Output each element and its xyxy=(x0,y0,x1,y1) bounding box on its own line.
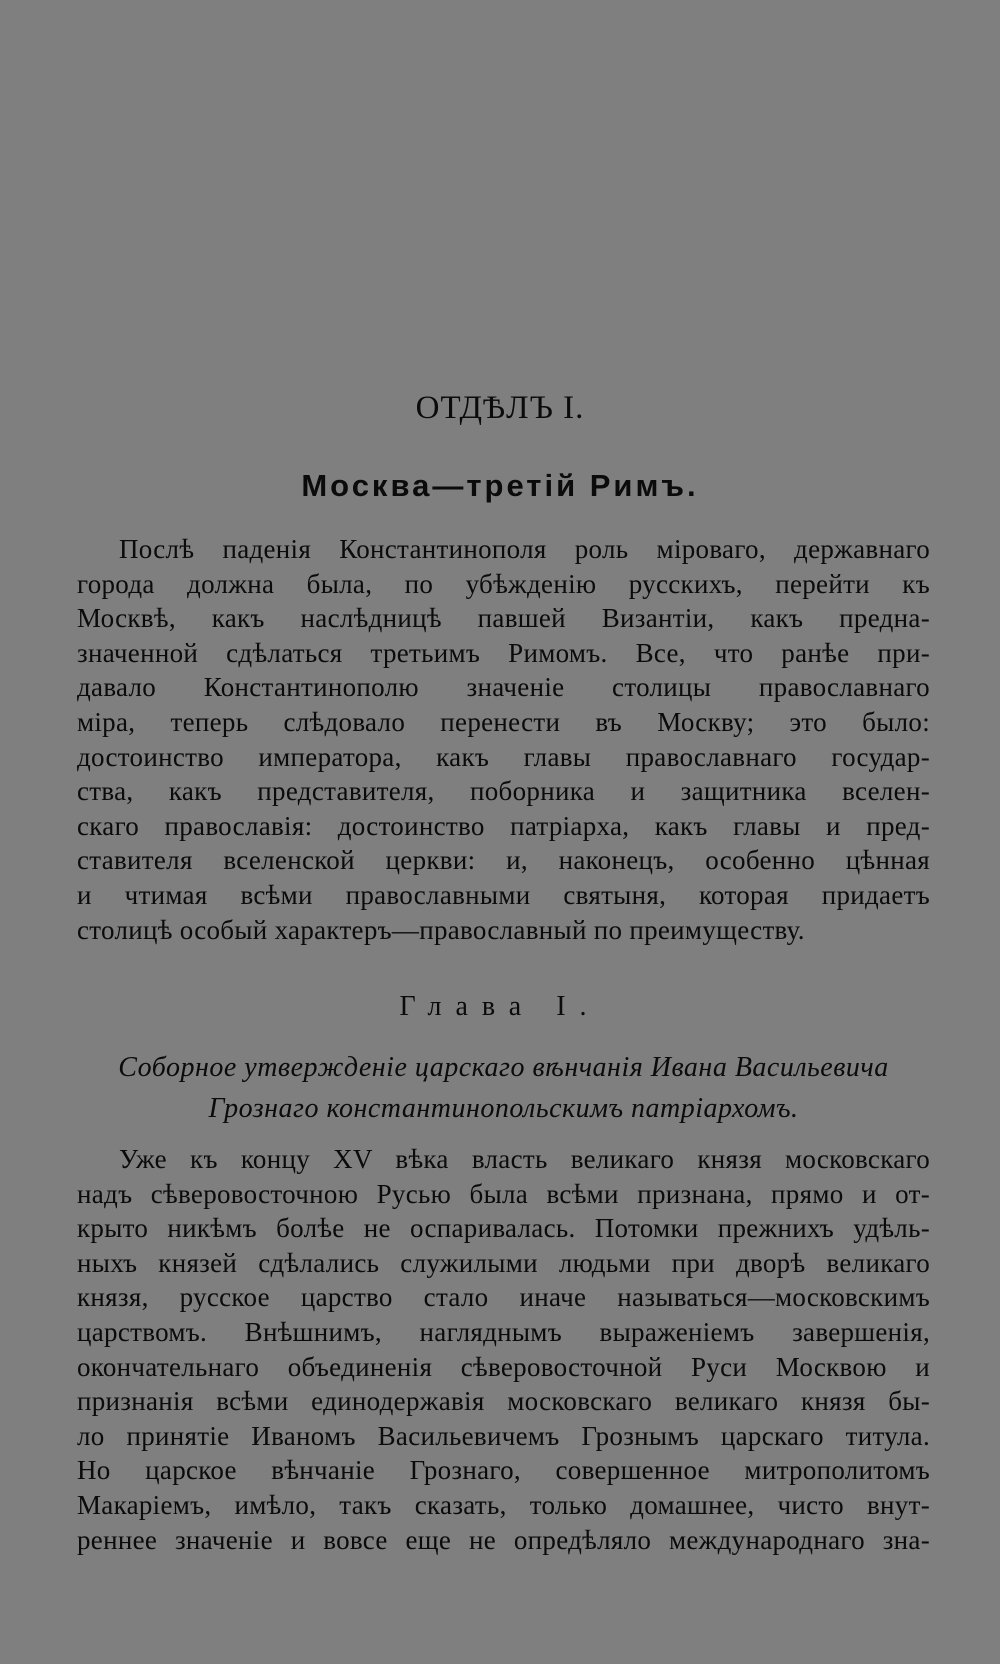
chapter-subtitle xyxy=(77,1047,930,1129)
paragraph-line: признанія всѣми единодержавія московскаго великаго князя бы- xyxy=(77,1386,930,1417)
paragraph-line: надъ сѣверовосточною Русью была всѣми признана, прямо и от- xyxy=(77,1178,930,1209)
paragraph-line: крыто никѣмъ болѣе не оспаривалась. Потомки прежнихъ удѣль- xyxy=(77,1213,930,1244)
paragraph-line: міра, теперь слѣдовало перенести въ Москву; это было: xyxy=(77,706,930,737)
paragraph-line: скаго православія: достоинство патріарха, какъ главы и пред- xyxy=(77,810,930,841)
paragraph-line: ло принятіе Иваномъ Васильевичемъ Грознымъ царскаго титула. xyxy=(77,1420,930,1451)
chapter-subtitle-line: Грознаго константинопольскимъ патріархомъ. xyxy=(208,1093,799,1124)
paragraph-line: царствомъ. Внѣшнимъ, нагляднымъ выраженіемъ завершенія, xyxy=(77,1316,930,1347)
paragraph-line: Москвѣ, какъ наслѣдницѣ павшей Византіи, какъ предна- xyxy=(77,603,930,634)
paragraph-line: значенной сдѣлаться третьимъ Римомъ. Все, что ранѣе при- xyxy=(77,637,930,668)
paragraph-2 xyxy=(77,1142,930,1557)
paragraph-line: ства, какъ представителя, поборника и защитника вселен- xyxy=(77,776,930,807)
paragraph-line: города должна была, по убѣжденію русскихъ, перейти къ xyxy=(77,568,930,599)
paragraph-line: окончательнаго объединенія сѣверовосточной Руси Москвою и xyxy=(77,1351,930,1382)
section-title: ОТДѢЛЪ I. xyxy=(415,390,585,426)
paragraph-line: Послѣ паденія Константинополя роль міроваго, державнаго xyxy=(119,534,930,564)
paragraph-line: и чтимая всѣми православными святыня, которая придаетъ xyxy=(77,879,930,910)
paragraph-1 xyxy=(77,532,930,947)
paragraph-line: ныхъ князей сдѣлались служилыми людьми при дворѣ великаго xyxy=(77,1247,930,1278)
paragraph-line: Но царское вѣнчаніе Грознаго, совершенное митрополитомъ xyxy=(77,1455,930,1486)
chapter-subtitle-line: Соборное утвержденіе царскаго вѣнчанія Ивана Васильевича xyxy=(118,1052,889,1083)
paragraph-line: давало Константинополю значеніе столицы православнаго xyxy=(77,672,930,703)
paragraph-line: реннее значеніе и вовсе еще не опредѣляло международнаго зна- xyxy=(77,1524,930,1555)
paragraph-line: Уже къ концу XV вѣка власть великаго князя московскаго xyxy=(119,1144,930,1174)
paragraph-line: достоинство императора, какъ главы православнаго государ- xyxy=(77,741,930,772)
part-heading: Москва—третій Римъ. xyxy=(301,468,699,503)
paragraph-line: Макаріемъ, имѣло, такъ сказать, только домашнее, чисто внут- xyxy=(77,1489,930,1520)
paragraph-line: столицѣ особый характеръ—православный по преимуществу. xyxy=(77,914,805,945)
chapter-title: Глава I. xyxy=(399,991,601,1022)
paragraph-line: князя, русское царство стало иначе называться—московскимъ xyxy=(77,1282,930,1313)
paragraph-line: ставителя вселенской церкви: и, наконецъ, особенно цѣнная xyxy=(77,845,930,876)
